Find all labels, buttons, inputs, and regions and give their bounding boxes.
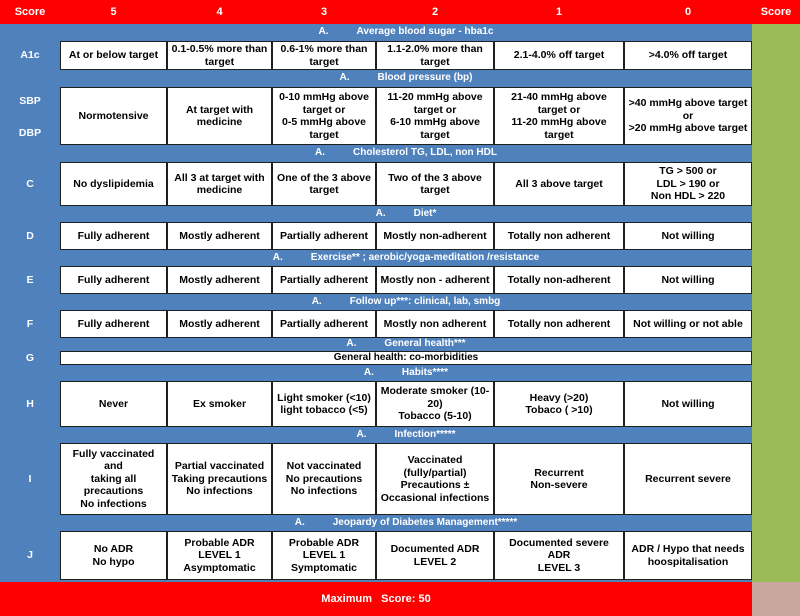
cell-line: At target with <box>185 103 254 116</box>
cell-line: ADR / Hypo that needs <box>631 543 745 555</box>
cell-line: Moderate smoker (10- <box>380 385 490 398</box>
cell-line: Mostly adherent <box>179 229 260 242</box>
merged-cell: General health: co-morbidities <box>60 351 752 365</box>
table-cell <box>624 266 752 294</box>
section-prefix: A. <box>311 295 322 307</box>
cell-line: 0.6-1% more than <box>280 43 368 55</box>
cell-line: At or below target <box>68 49 159 62</box>
section-header <box>60 338 752 351</box>
row-label: I <box>28 472 32 485</box>
cell-line: Recurrent severe <box>645 472 731 485</box>
table-cell <box>376 162 494 206</box>
table-cell <box>376 443 494 515</box>
table-cell <box>272 162 376 206</box>
row-label: E <box>26 273 34 286</box>
cell-line: Not vaccinated <box>286 460 362 473</box>
table-cell <box>272 41 376 70</box>
cell-line: No infections <box>186 485 253 498</box>
table-cell <box>494 41 624 70</box>
row-label: DBP <box>18 126 42 139</box>
table-cell <box>272 222 376 250</box>
score-cell <box>752 365 800 427</box>
score-cell <box>752 338 800 365</box>
cell-line: Symptomatic <box>291 561 357 574</box>
table-cell <box>167 222 272 250</box>
cell-line: LEVEL 3 <box>537 561 581 574</box>
table-cell <box>494 162 624 206</box>
score-cell <box>752 206 800 250</box>
table-cell <box>494 310 624 338</box>
table-cell <box>60 531 167 580</box>
cell-line: Not willing or not able <box>633 317 743 330</box>
cell-line: Mostly non adherent <box>383 317 487 330</box>
table-cell <box>60 87 167 145</box>
table-cell <box>624 41 752 70</box>
row-label: C <box>26 177 34 190</box>
cell-line: Totally non adherent <box>507 229 611 242</box>
cell-line: Fully vaccinated and <box>72 447 155 473</box>
cell-line: Documented ADR <box>390 543 480 555</box>
cell-line: hoospitalisation <box>647 555 729 568</box>
section-header <box>60 365 752 381</box>
score-cell <box>752 427 800 515</box>
header-score-left: Score <box>0 0 60 24</box>
table-cell <box>272 310 376 338</box>
header-col-5: 5 <box>60 0 167 24</box>
table-cell <box>376 41 494 70</box>
cell-line: Non-severe <box>530 479 588 491</box>
section-header <box>60 145 752 162</box>
header-col-0: 0 <box>624 0 752 24</box>
cell-line: Fully adherent <box>77 317 150 330</box>
cell-line: taking all precautions <box>83 472 144 498</box>
cell-line: Fully adherent <box>77 273 150 286</box>
cell-line: Heavy (>20) <box>529 391 589 404</box>
cell-line: No infections <box>80 497 147 510</box>
cell-line: No ADR <box>93 543 134 555</box>
cell-line: Ex smoker <box>192 397 247 410</box>
section-prefix: A. <box>315 147 326 159</box>
cell-line: 2.1-4.0% off target <box>513 49 605 62</box>
cell-line: One of the 3 above <box>277 171 371 184</box>
header-col-4: 4 <box>167 0 272 24</box>
row-label: J <box>27 549 33 562</box>
table-cell <box>167 87 272 145</box>
table-cell <box>494 266 624 294</box>
cell-line: target <box>204 55 235 68</box>
cell-line: LDL > 190 or <box>656 177 720 190</box>
cell-line: Two of the 3 above <box>388 171 482 184</box>
footer-maximum-score: Maximum Score: 50 <box>0 582 752 616</box>
table-cell <box>376 222 494 250</box>
cell-line: Tobaco ( >10) <box>525 404 593 416</box>
cell-line: Documented severe <box>509 536 609 549</box>
cell-line: Partially adherent <box>279 229 369 242</box>
cell-line: Probable ADR <box>288 536 360 549</box>
cell-line: Normotensive <box>78 109 149 122</box>
cell-line: target or <box>537 103 581 116</box>
cell-line: target <box>544 128 574 141</box>
table-cell <box>624 310 752 338</box>
table-cell <box>60 222 167 250</box>
table-cell <box>60 381 167 427</box>
table-cell <box>272 87 376 145</box>
section-prefix: A. <box>356 428 367 440</box>
table-cell <box>376 310 494 338</box>
table-cell <box>167 381 272 427</box>
section-header <box>60 250 752 266</box>
cell-line: 0.1-0.5% more than <box>171 43 268 55</box>
cell-line: >4.0% off target <box>648 49 728 62</box>
cell-line: Partially adherent <box>279 273 369 286</box>
cell-line: Fully adherent <box>77 229 150 242</box>
cell-line: target <box>309 55 339 68</box>
cell-line: 1.1-2.0% more than <box>387 43 483 55</box>
cell-line: Asymptomatic <box>183 561 256 574</box>
section-prefix: A. <box>318 26 329 38</box>
row-label: SBP <box>19 94 41 107</box>
cell-line: Partial vaccinated <box>174 460 265 473</box>
section-title: Follow up***: clinical, lab, smbg <box>349 295 501 307</box>
table-cell <box>272 443 376 515</box>
cell-line: 21-40 mmHg above <box>511 91 607 103</box>
cell-line: No precautions <box>285 472 363 485</box>
section-title: Exercise** ; aerobic/yoga-meditation /resistance <box>310 251 540 263</box>
section-title: Jeopardy of Diabetes Management***** <box>332 516 518 528</box>
section-prefix: A. <box>339 72 350 84</box>
cell-line: Mostly non-adherent <box>383 229 487 242</box>
table-cell <box>167 443 272 515</box>
score-cell <box>752 70 800 145</box>
section-header <box>60 24 752 41</box>
cell-line: target <box>309 184 339 196</box>
cell-line: Mostly adherent <box>179 317 260 330</box>
score-cell <box>752 24 800 70</box>
header-score-right: Score <box>752 0 800 24</box>
table-cell <box>494 222 624 250</box>
section-header <box>60 70 752 87</box>
section-title: Infection***** <box>394 428 456 440</box>
section-prefix: A. <box>363 366 374 378</box>
section-header <box>60 515 752 531</box>
table-cell <box>624 162 752 206</box>
row-label: G <box>25 351 35 364</box>
table-cell <box>494 381 624 427</box>
cell-line: Tobacco (5-10) <box>398 410 472 423</box>
cell-line: Non HDL > 220 <box>650 190 726 203</box>
section-prefix: A. <box>375 207 386 219</box>
row-label: D <box>26 229 34 242</box>
table-cell <box>272 531 376 580</box>
table-cell <box>167 310 272 338</box>
table-cell <box>624 381 752 427</box>
cell-line: Precautions ± <box>400 479 470 491</box>
cell-line: Vaccinated <box>407 454 463 466</box>
cell-line: 11-20 mmHg above <box>511 116 607 128</box>
table-cell <box>376 381 494 427</box>
cell-line: LEVEL 1 <box>302 549 346 562</box>
section-title: Diet* <box>413 207 437 219</box>
cell-line: Mostly adherent <box>179 273 260 286</box>
table-cell <box>624 87 752 145</box>
cell-line: 0-10 mmHg above <box>279 91 369 103</box>
table-cell <box>494 531 624 580</box>
cell-line: target <box>309 128 339 141</box>
footer-score-cell <box>752 582 800 616</box>
cell-line: light tobacco (<5) <box>280 404 368 416</box>
cell-line: Occasional infections <box>380 491 490 504</box>
cell-line: 6-10 mmHg above <box>390 116 480 128</box>
cell-line: All 3 above target <box>515 177 603 190</box>
table-cell <box>167 266 272 294</box>
score-cell <box>752 294 800 338</box>
table-cell <box>624 443 752 515</box>
cell-line: ADR <box>547 549 571 562</box>
section-title: Habits**** <box>401 366 449 378</box>
table-cell <box>376 266 494 294</box>
cell-line: Probable ADR <box>184 536 255 549</box>
table-cell <box>60 162 167 206</box>
cell-line: Recurrent <box>534 466 584 479</box>
table-cell <box>494 443 624 515</box>
cell-line: Not willing <box>661 397 715 410</box>
cell-line: Mostly non - adherent <box>380 273 490 286</box>
cell-line: All 3 at target with <box>174 171 265 184</box>
cell-line: (fully/partial) <box>403 466 467 479</box>
cell-line: >20 mmHg above target <box>628 122 748 135</box>
row-label: A1c <box>20 49 40 62</box>
cell-line: LEVEL 1 <box>198 549 241 562</box>
cell-line: target <box>420 184 450 196</box>
table-cell <box>60 266 167 294</box>
table-cell <box>167 531 272 580</box>
cell-line: Taking precautions <box>171 472 268 485</box>
table-cell <box>376 87 494 145</box>
section-header <box>60 206 752 222</box>
cell-line: target or <box>302 103 346 116</box>
table-cell <box>167 162 272 206</box>
table-cell <box>376 531 494 580</box>
header-col-3: 3 <box>272 0 376 24</box>
cell-line: target <box>420 55 450 68</box>
cell-line: No hypo <box>92 555 135 568</box>
header-col-2: 2 <box>376 0 494 24</box>
row-label: H <box>26 397 34 410</box>
table-cell <box>624 531 752 580</box>
table-cell <box>60 310 167 338</box>
cell-line: 0-5 mmHg above <box>281 116 367 128</box>
section-header <box>60 294 752 310</box>
cell-line: Totally non-adherent <box>507 273 611 286</box>
section-header <box>60 427 752 443</box>
cell-line: Totally non adherent <box>507 317 611 330</box>
header-col-1: 1 <box>494 0 624 24</box>
cell-line: 20) <box>427 397 443 410</box>
table-cell <box>60 41 167 70</box>
cell-line: >40 mmHg above target <box>628 97 748 110</box>
table-cell <box>494 87 624 145</box>
row-label: F <box>26 317 34 330</box>
cell-line: Not willing <box>661 229 715 242</box>
section-title: General health*** <box>384 338 466 350</box>
cell-line: or <box>682 109 694 122</box>
cell-line: No dyslipidemia <box>73 177 154 190</box>
table-cell <box>272 381 376 427</box>
score-cell <box>752 145 800 206</box>
score-cell <box>752 250 800 294</box>
cell-line: LEVEL 2 <box>413 555 457 568</box>
section-title: Average blood sugar - hba1c <box>356 26 494 38</box>
cell-line: TG > 500 or <box>659 165 717 178</box>
table-cell <box>60 443 167 515</box>
cell-line: Not willing <box>661 273 715 286</box>
section-prefix: A. <box>272 251 283 263</box>
cell-line: Never <box>98 397 129 410</box>
cell-line: target or <box>413 103 457 116</box>
table-cell <box>624 222 752 250</box>
cell-line: Light smoker (<10) <box>277 391 371 404</box>
section-prefix: A. <box>346 338 357 350</box>
cell-line: Partially adherent <box>279 317 369 330</box>
cell-line: medicine <box>196 116 243 128</box>
table-cell <box>272 266 376 294</box>
table-cell <box>167 41 272 70</box>
score-cell <box>752 515 800 580</box>
cell-line: 11-20 mmHg above <box>387 91 483 103</box>
section-title: Cholesterol TG, LDL, non HDL <box>353 147 497 159</box>
cell-line: medicine <box>196 184 243 196</box>
cell-line: No infections <box>290 485 358 498</box>
section-title: Blood pressure (bp) <box>377 72 473 84</box>
cell-line: target <box>420 128 450 141</box>
section-prefix: A. <box>294 516 305 528</box>
